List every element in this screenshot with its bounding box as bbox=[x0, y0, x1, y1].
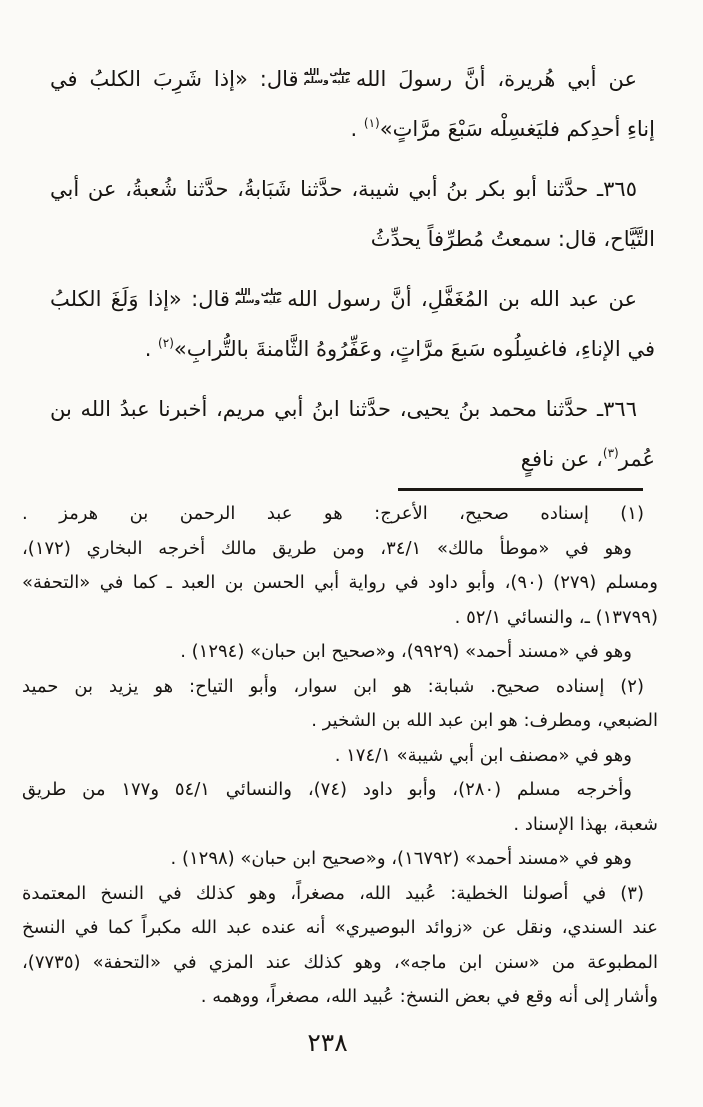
isnad-line: ٣٦٥ـ حدَّثنا أبو بكر بنُ أبي شيبة، حدَّثنا شَبَابةُ، حدَّثنا شُعبةُ، عن أبي bbox=[50, 177, 637, 201]
hadith-text: عن أبي هُريرة، أنَّ رسولَ الله bbox=[355, 67, 637, 91]
footnote-line: وهو في «مصنف ابن أبي شيبة» ١‏/‏١٧٤ . bbox=[334, 744, 632, 766]
hadith-line bbox=[50, 104, 655, 154]
hadith-text: عُمر bbox=[618, 447, 655, 471]
footnote-line: (١) إسناده صحيح، الأعرج: هو عبد الرحمن بن هرمز . bbox=[22, 503, 644, 524]
hadith-text: إناءِ أحدِكم فليَغسِلْه سَبْعَ مرَّاتٍ» bbox=[379, 117, 655, 141]
footnote-line: عند السندي، ونقل عن «زوائد البوصيري» أنه عنده عبد الله مكبراً كما في النسخ bbox=[22, 917, 658, 938]
footnote-line: وأخرجه مسلم (٢٨٠)، وأبو داود (٧٤)، والنسائي ١‏/‏٥٤ و١٧٧ من طريق bbox=[22, 779, 632, 800]
footnote-line: وهو في «موطأ مالك» ١‏/‏٣٤، ومن طريق مالك أخرجه البخاري (١٧٢)، bbox=[22, 537, 632, 559]
footnote-line: (١٣٧٩٩) ـ، والنسائي ١‏/‏٥٢ . bbox=[454, 606, 658, 628]
isnad-line bbox=[50, 434, 655, 484]
hadith-line bbox=[50, 54, 655, 104]
hadith-text: . bbox=[144, 337, 159, 361]
pbuh-symbol-icon bbox=[235, 289, 282, 305]
isnad-line: ٣٦٦ـ حدَّثنا محمد بنُ يحيى، حدَّثنا ابنُ أبي مريم، أخبرنا عبدُ الله بن bbox=[50, 397, 637, 421]
footnote-line: وهو في «مسند أحمد» (٩٩٢٩)، و«صحيح ابن حبان» (١٢٩٤) . bbox=[180, 641, 632, 662]
footnotes-block bbox=[0, 491, 703, 1015]
footnote-line: شعبة، بهذا الإسناد . bbox=[513, 813, 658, 835]
footnote-ref-2: (٢) bbox=[158, 336, 174, 350]
hadith-line bbox=[50, 274, 655, 324]
hadith-text: ، عن نافعٍ bbox=[520, 447, 603, 471]
footnote-ref-1: (١) bbox=[363, 116, 380, 130]
hadith-text: في الإناءِ، فاغسِلُوه سَبعَ مرَّاتٍ، وعَفِّرُوهُ الثَّامنةَ بالتُّرابِ» bbox=[173, 337, 655, 361]
footnote-line: وأشار إلى أنه وقع في بعض النسخ: عُبيد الله، مصغراً، ووهمه . bbox=[200, 986, 658, 1007]
hadith-text: قال: «إذا وَلَغَ الكلبُ bbox=[50, 287, 230, 311]
footnote-line: ومسلم (٢٧٩) (٩٠)، وأبو داود في رواية أبي الحسن بن العبد ـ كما في «التحفة» bbox=[22, 572, 658, 593]
hadith-text-block bbox=[0, 0, 703, 484]
hadith-text: قال: «إذا شَرِبَ الكلبُ في bbox=[50, 67, 299, 91]
footnote-line: وهو في «مسند أحمد» (١٦٧٩٢)، و«صحيح ابن حبان» (١٢٩٨) . bbox=[170, 848, 632, 869]
hadith-text: . bbox=[350, 117, 364, 141]
footnote-line: (٣) في أصولنا الخطية: عُبيد الله، مصغراً، وهو كذلك في النسخ المعتمدة bbox=[22, 882, 644, 904]
footnote-line: الضبعي، ومطرف: هو ابن عبد الله بن الشخير . bbox=[311, 710, 658, 731]
page-number: ٢٣٨ bbox=[307, 1027, 348, 1057]
pbuh-symbol-top: صلى الله bbox=[234, 288, 283, 298]
footnote-line: المطبوعة من «سنن ابن ماجه»، وهو كذلك عند المزي في «التحفة» (٧٧٣٥)، bbox=[22, 951, 658, 973]
pbuh-symbol-icon bbox=[304, 69, 351, 85]
pbuh-symbol-bottom: عليه وسلم bbox=[234, 296, 283, 306]
footnote-line: (٢) إسناده صحيح. شبابة: هو ابن سوار، وأبو التياح: هو يزيد بن حميد bbox=[22, 675, 644, 697]
pbuh-symbol-top: صلى الله bbox=[303, 68, 351, 78]
isnad-line: التَّيَّاح، قال: سمعتُ مُطرِّفاً يحدِّثُ bbox=[370, 227, 655, 251]
footnote-ref-3: (٣) bbox=[602, 446, 619, 460]
pbuh-symbol-bottom: عليه وسلم bbox=[303, 76, 351, 86]
hadith-line bbox=[50, 324, 655, 374]
hadith-text: عن عبد الله بن المُغَفَّلِ، أنَّ رسول الله bbox=[287, 287, 637, 311]
